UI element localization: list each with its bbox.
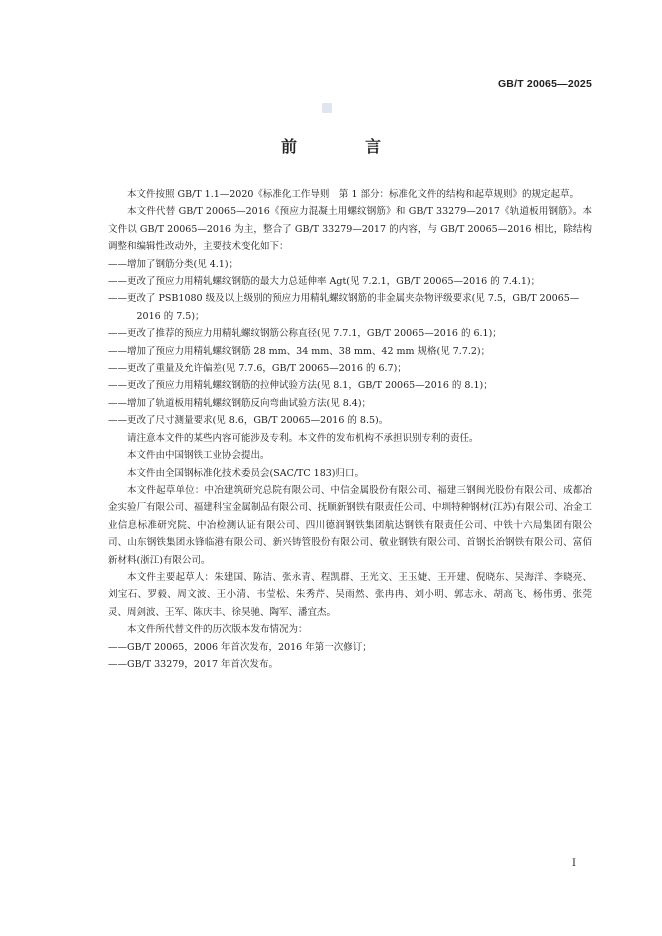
standard-code: GB/T 20065—2025: [497, 78, 592, 90]
history-intro: 本文件所代替文件的历次版本发布情况为：: [127, 624, 308, 636]
page-number: I: [572, 858, 576, 869]
drafting-units: 本文件起草单位：中冶建筑研究总院有限公司、中信金属股份有限公司、福建三钢闽光股份有限公司、成都冶金实验厂有限公司、福建科宝金属制品有限公司、抚顺新钢铁有限责任公司、中圳特种钢材(江苏)有限公司、冶金工业信息标准研究院、中冶检测认证有限公司、四川德润钢铁集团航达钢铁有限责任公司、中铁十六局集团有限公司、山东钢铁集团永锋临港有限公司、新兴铸管股份有限公司、敬业钢铁有限公司、首钢长治钢铁有限公司、富佰新材料(浙江)有限公司。: [108, 484, 592, 566]
paragraph: 本文件代替 GB/T 20065—2016《预应力混凝土用螺纹钢筋》和 GB/T 33279—2017《轨道板用钢筋》。本文件以 GB/T 20065—2016 为主，整合了 GB/T 33279—2017 的内容，与 GB/T 20065—2016 相比，除结构调整和编辑性改动外，主要技术变化如下：: [108, 206, 592, 253]
change-item: ——更改了推荐的预应力用精轧螺纹钢筋公称直径(见 7.7.1，GB/T 20065—2016 的 6.1)；: [108, 328, 502, 340]
change-item: ——增加了预应力用精轧螺纹钢筋 28 mm、34 mm、38 mm、42 mm 规格(见 7.7.2)；: [108, 345, 491, 357]
administration-statement: 本文件由全国钢标准化技术委员会(SAC/TC 183)归口。: [127, 467, 365, 479]
document-body: [108, 186, 592, 673]
change-item: ——更改了预应力用精轧螺纹钢筋的拉伸试验方法(见 8.1，GB/T 20065—2016 的 8.1)；: [108, 380, 493, 392]
proposer-statement: 本文件由中国钢铁工业协会提出。: [127, 450, 270, 462]
drafters: 本文件主要起草人：朱建国、陈洁、张永青、程凯群、王光文、王玉婕、王开建、倪晓东、吴海洋、李晓亮、刘宝石、罗毅、周文波、王小清、韦莹松、朱秀芹、吴雨然、张冉冉、刘小明、郭志永、胡高飞、杨伟勇、张莞灵、周剑波、王军、陈庆丰、徐昊驰、陶军、潘宜杰。: [108, 571, 592, 618]
page-title: 前 言: [280, 137, 407, 156]
history-item: ——GB/T 20065，2006 年首次发布，2016 年第一次修订；: [108, 641, 372, 653]
change-item: ——更改了重量及允许偏差(见 7.7.6，GB/T 20065—2016 的 6.7)；: [108, 363, 407, 375]
paragraph: 本文件按照 GB/T 1.1—2020《标准化工作导则 第 1 部分：标准化文件的结构和起草规则》的规定起草。: [127, 189, 580, 200]
change-item: ——增加了钢筋分类(见 4.1)；: [108, 258, 239, 270]
change-item: ——更改了预应力用精轧螺纹钢筋的最大力总延伸率 Agt(见 7.2.1，GB/T 20065—2016 的 7.4.1)；: [108, 276, 541, 288]
watermark-mark: [322, 103, 332, 113]
change-item: ——更改了 PSB1080 级及以上级别的预应力用精轧螺纹钢筋的非金属夹杂物评级要求(见 7.5，GB/T 20065—2016 的 7.5)；: [108, 293, 580, 322]
change-item: ——更改了尺寸测量要求(见 8.6，GB/T 20065—2016 的 8.5)。: [108, 415, 389, 427]
change-item: ——增加了轨道板用精轧螺纹钢筋反向弯曲试验方法(见 8.4)；: [108, 397, 372, 409]
patent-notice: 请注意本文件的某些内容可能涉及专利。本文件的发布机构不承担识别专利的责任。: [127, 432, 479, 444]
history-item: ——GB/T 33279，2017 年首次发布。: [108, 658, 279, 670]
